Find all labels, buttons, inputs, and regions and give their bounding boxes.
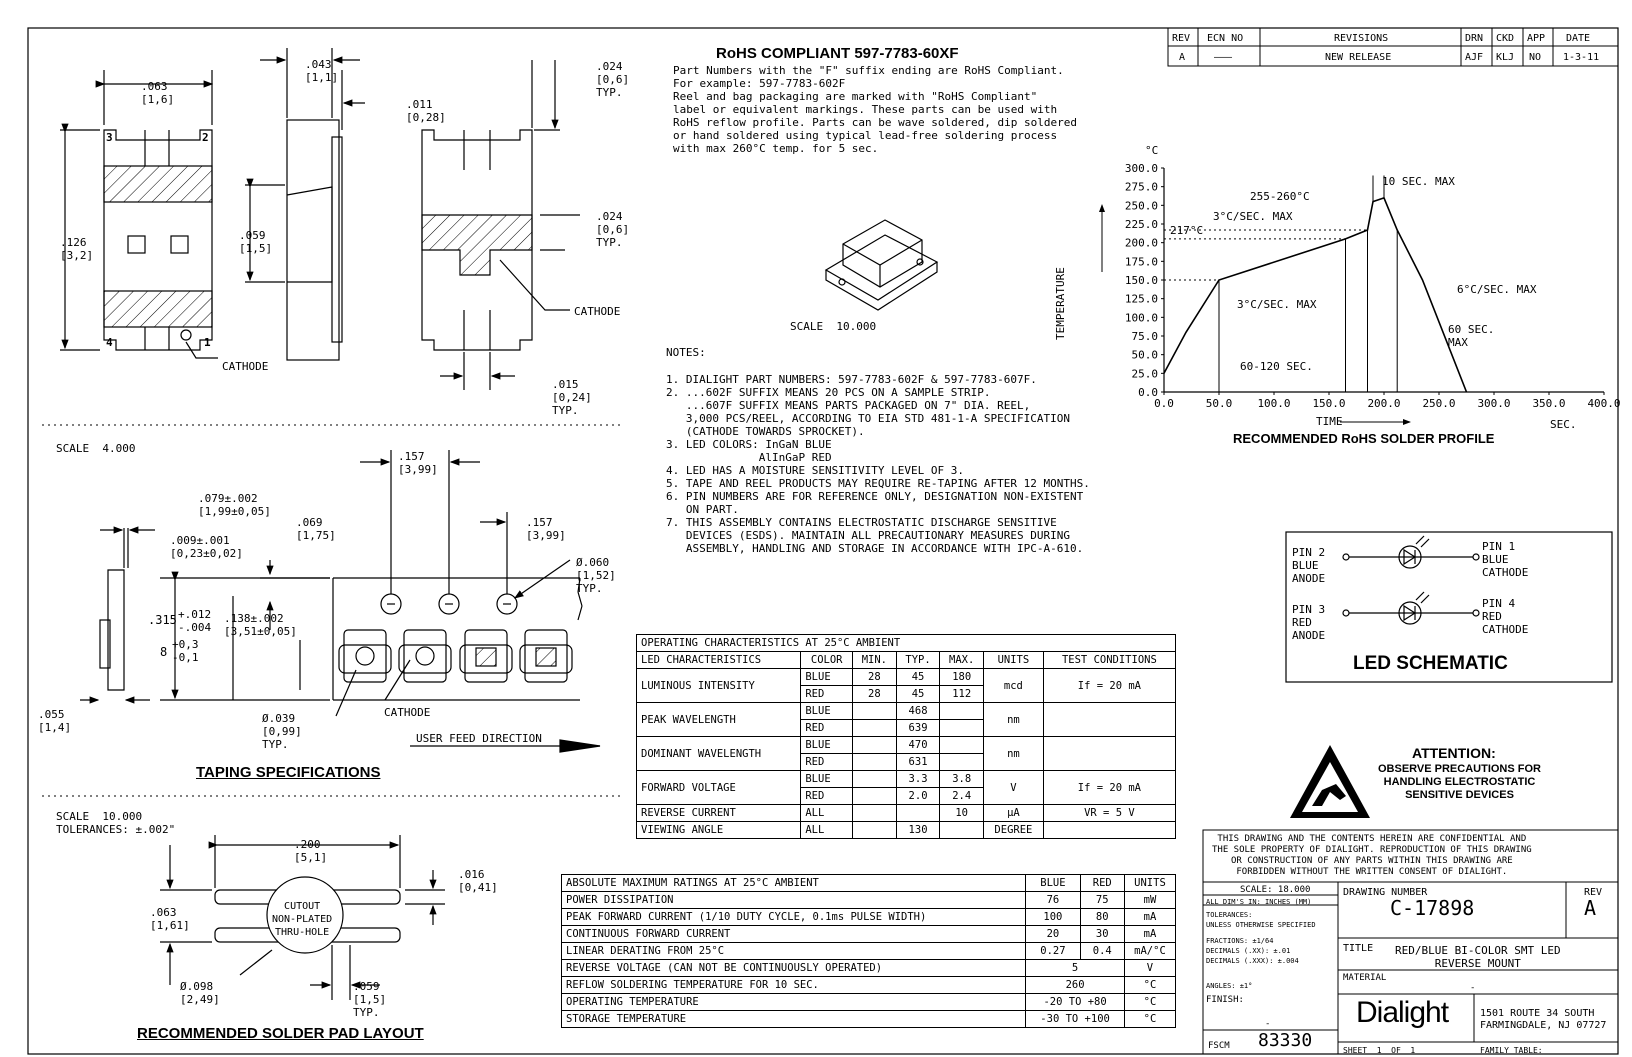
ann-preheat: 3°C/SEC. MAX — [1237, 298, 1317, 311]
op-cell — [896, 805, 940, 822]
pin-4-label: 4 — [106, 336, 113, 349]
y-tick-label: 0.0 — [1138, 386, 1158, 399]
abs-cell: °C — [1124, 977, 1175, 994]
pad-center: CUTOUT NON-PLATED THRU-HOLE — [272, 901, 333, 938]
note-line: ASSEMBLY, HANDLING AND STORAGE IN ACCORDANCE WITH IPC-A-610. — [666, 542, 1084, 555]
op-cell: 639 — [896, 720, 940, 737]
esd-warning-icon — [1290, 745, 1370, 818]
dim-pad-mid: .024 [0,6] TYP. — [596, 210, 630, 249]
rev-value: A — [1179, 52, 1186, 63]
dim-side-height: .059 [1,5] — [239, 229, 273, 255]
ann-10sec: 10 SEC. MAX — [1382, 175, 1455, 188]
schematic-title: LED SCHEMATIC — [1353, 653, 1508, 674]
absolute-maximum-table — [561, 874, 1176, 1028]
rev-header-revisions: REVISIONS — [1334, 33, 1389, 44]
abs-cell: 30 — [1080, 926, 1124, 943]
op-cell — [853, 720, 897, 737]
rohs-line: or hand soldered using typical lead-free soldering process — [673, 129, 1058, 142]
part-3d-view — [826, 220, 937, 310]
op-cell — [940, 737, 984, 754]
notes-list — [666, 373, 1090, 555]
tape-d7-mm-tol: +0,3 -0,1 — [172, 638, 199, 664]
abs-cell: 80 — [1080, 909, 1124, 926]
sch-pin1: PIN 1 BLUE CATHODE — [1482, 540, 1529, 579]
op-cell: If = 20 mA — [1043, 771, 1175, 805]
taping-drawing — [80, 450, 600, 752]
y-tick-label: 125.0 — [1124, 292, 1158, 306]
op-cell: FORWARD VOLTAGE — [637, 771, 801, 805]
rohs-line: RoHS reflow profile. Parts can be wave soldered, dip soldered — [673, 116, 1077, 129]
op-cell: ALL — [801, 805, 853, 822]
dim-pad-width: .015 [0,24] TYP. — [552, 378, 592, 417]
op-cell — [940, 822, 984, 839]
abs-cell: OPERATING TEMPERATURE — [562, 994, 1026, 1011]
op-head: UNITS — [984, 652, 1044, 669]
y-tick-label: 250.0 — [1124, 199, 1158, 213]
abs-head: BLUE — [1026, 875, 1080, 892]
tb-scale: SCALE: 18.000 — [1240, 885, 1311, 895]
op-cell: RED — [801, 686, 853, 703]
op-cell: 470 — [896, 737, 940, 754]
tb-finish-label: FINISH: — [1206, 995, 1244, 1005]
op-cell: 2.0 — [896, 788, 940, 805]
tb-drawing-number: C-17898 — [1390, 896, 1475, 920]
op-cell — [940, 754, 984, 771]
x-tick-label: 400.0 — [1587, 397, 1621, 410]
abs-cell: 20 — [1026, 926, 1080, 943]
op-head: MAX. — [940, 652, 984, 669]
y-tick-label: 175.0 — [1124, 255, 1158, 269]
op-cell: 112 — [940, 686, 984, 703]
operating-characteristics-table — [636, 634, 1176, 839]
sch-pin2: PIN 2 BLUE ANODE — [1292, 546, 1326, 585]
op-cell — [1043, 737, 1175, 771]
chart-y-label: TEMPERATURE — [1054, 267, 1067, 340]
tb-fscm: 83330 — [1258, 1030, 1313, 1051]
op-head: MIN. — [853, 652, 897, 669]
tape-d1: .157 [3,99] — [398, 450, 438, 476]
feed-direction: USER FEED DIRECTION — [416, 732, 542, 745]
y-tick-label: 75.0 — [1131, 330, 1158, 343]
pad-p5: .059 [1,5] TYP. — [353, 980, 387, 1019]
abs-cell: POWER DISSIPATION — [562, 892, 1026, 909]
chart-title: RECOMMENDED RoHS SOLDER PROFILE — [1233, 431, 1495, 446]
dim-side-top: .043 [1,1] — [305, 58, 339, 84]
abs-cell: LINEAR DERATING FROM 25°C — [562, 943, 1026, 960]
op-cell: REVERSE CURRENT — [637, 805, 801, 822]
ann-peak: 255-260°C — [1250, 190, 1310, 203]
rev-app-value: NO — [1529, 52, 1542, 63]
pad-p4: Ø.098 [2,49] — [180, 980, 220, 1006]
y-tick-label: 200.0 — [1124, 236, 1158, 250]
note-line: 6. PIN NUMBERS ARE FOR REFERENCE ONLY, DESIGNATION NON-EXISTENT — [666, 490, 1084, 503]
tb-material-label: MATERIAL — [1343, 973, 1387, 983]
rohs-text — [673, 64, 1077, 155]
tape-d2: .079±.002 [1,99±0,05] — [198, 492, 271, 518]
op-cell — [940, 720, 984, 737]
pad-scale: SCALE 10.000 — [56, 810, 143, 823]
y-tick-label: 100.0 — [1124, 311, 1158, 325]
rev-drn-value: AJF — [1465, 52, 1484, 63]
tape-d6: Ø.060 [1,52] TYP. — [576, 556, 616, 595]
pin-1-label: 1 — [204, 336, 211, 349]
pin-2-label: 2 — [202, 131, 209, 144]
note-line: 7. THIS ASSEMBLY CONTAINS ELECTROSTATIC DISCHARGE SENSITIVE — [666, 516, 1057, 529]
x-tick-label: 0.0 — [1154, 397, 1174, 410]
profile-line — [1164, 198, 1467, 392]
op-cell: 3.3 — [896, 771, 940, 788]
op-cell: 45 — [896, 669, 940, 686]
op-cell — [853, 822, 897, 839]
op-cell: VR = 5 V — [1043, 805, 1175, 822]
rohs-title: RoHS COMPLIANT 597-7783-60XF — [716, 45, 959, 62]
notes-heading: NOTES: — [666, 346, 706, 359]
note-line: 5. TAPE AND REEL PRODUCTS MAY REQUIRE RE-TAPING AFTER 12 MONTHS. — [666, 477, 1090, 490]
y-tick-label: 300.0 — [1124, 162, 1158, 175]
op-cell: nm — [984, 703, 1044, 737]
y-tick-label: 50.0 — [1131, 348, 1158, 362]
tb-fractions: FRACTIONS: ±1/64 DECIMALS (.XX): ±.01 DECIMALS (.XXX): ±.004 — [1206, 937, 1299, 965]
op-cell: RED — [801, 754, 853, 771]
y-tick-label: 25.0 — [1131, 367, 1158, 381]
y-tick-label: 225.0 — [1124, 218, 1158, 231]
op-caption: OPERATING CHARACTERISTICS AT 25°C AMBIENT — [637, 635, 1176, 652]
tb-family: FAMILY TABLE: — [1480, 1046, 1543, 1055]
op-head: LED CHARACTERISTICS — [637, 652, 801, 669]
note-line: 2. ...602F SUFFIX MEANS 20 PCS ON A SAMPLE STRIP. — [666, 386, 991, 399]
rohs-line: Part Numbers with the "F" suffix ending are RoHS Compliant. — [673, 64, 1064, 77]
abs-cell: 260 — [1026, 977, 1125, 994]
part-side-view — [245, 48, 365, 360]
op-cell — [853, 754, 897, 771]
solder-profile-chart — [1102, 162, 1621, 422]
op-cell: mcd — [984, 669, 1044, 703]
part-top-view — [60, 70, 218, 358]
tape-d3: .069 [1,75] — [296, 516, 336, 542]
abs-cell: V — [1124, 960, 1175, 977]
attention-text: OBSERVE PRECAUTIONS FOR HANDLING ELECTROSTATIC SENSITIVE DEVICES — [1378, 763, 1541, 801]
rohs-line: with max 260°C temp. for 5 sec. — [673, 142, 879, 155]
op-cell: RED — [801, 788, 853, 805]
op-cell: 3.8 — [940, 771, 984, 788]
op-cell: If = 20 mA — [1043, 669, 1175, 703]
abs-cell: mA — [1124, 926, 1175, 943]
rohs-line: For example: 597-7783-602F — [673, 77, 846, 90]
abs-cell: 75 — [1080, 892, 1124, 909]
abs-cell: 0.4 — [1080, 943, 1124, 960]
op-head: TEST CONDITIONS — [1043, 652, 1175, 669]
rev-header-ckd: CKD — [1496, 33, 1515, 44]
x-tick-label: 200.0 — [1367, 397, 1401, 410]
x-tick-label: 300.0 — [1477, 397, 1511, 410]
op-cell: RED — [801, 720, 853, 737]
note-line: 3. LED COLORS: InGaN BLUE — [666, 438, 832, 451]
op-cell: 28 — [853, 686, 897, 703]
note-line: 4. LED HAS A MOISTURE SENSITIVITY LEVEL OF 3. — [666, 464, 965, 477]
rev-date-value: 1-3-11 — [1563, 52, 1600, 63]
op-cell: BLUE — [801, 737, 853, 754]
abs-cell: °C — [1124, 1011, 1175, 1028]
tb-title: RED/BLUE BI-COLOR SMT LED REVERSE MOUNT — [1395, 944, 1561, 970]
x-tick-label: 50.0 — [1205, 397, 1233, 410]
x-tick-label: 350.0 — [1532, 397, 1566, 410]
abs-cell: STORAGE TEMPERATURE — [562, 1011, 1026, 1028]
note-line: DEVICES (ESDS). MAINTAIN ALL PRECAUTIONARY MEASURES DURING — [666, 529, 1070, 542]
op-cell: 2.4 — [940, 788, 984, 805]
scale-3d: SCALE 10.000 — [790, 320, 877, 333]
op-cell: DEGREE — [984, 822, 1044, 839]
taping-title: TAPING SPECIFICATIONS — [196, 764, 381, 781]
abs-head: RED — [1080, 875, 1124, 892]
op-cell: VIEWING ANGLE — [637, 822, 801, 839]
op-cell — [853, 771, 897, 788]
op-head: COLOR — [801, 652, 853, 669]
tape-d7: .315 — [148, 613, 177, 627]
tb-material: - — [1470, 983, 1476, 993]
rev-header-drn: DRN — [1465, 33, 1484, 44]
op-cell: 130 — [896, 822, 940, 839]
chart-y-unit: °C — [1145, 144, 1159, 157]
rohs-line: Reel and bag packaging are marked with "RoHS Compliant" — [673, 90, 1038, 103]
ann-60sec: 60 SEC. MAX — [1448, 323, 1495, 349]
abs-cell: CONTINUOUS FORWARD CURRENT — [562, 926, 1026, 943]
pad-p2: .016 [0,41] — [458, 868, 498, 894]
tb-address: 1501 ROUTE 34 SOUTH FARMINGDALE, NJ 07727 — [1480, 1008, 1607, 1031]
tape-d8: .138±.002 [3,51±0,05] — [224, 612, 297, 638]
y-tick-label: 275.0 — [1124, 180, 1158, 194]
dim-height: .126 [3,2] — [60, 236, 94, 262]
op-cell: 10 — [940, 805, 984, 822]
rev-header-app: APP — [1527, 33, 1546, 44]
rev-header-rev: REV — [1172, 33, 1191, 44]
rev-revision-value: NEW RELEASE — [1325, 52, 1392, 63]
note-line: AlInGaP RED — [666, 451, 832, 464]
abs-cell: PEAK FORWARD CURRENT (1/10 DUTY CYCLE, 0.1ms PULSE WIDTH) — [562, 909, 1026, 926]
rev-header-ecn: ECN NO — [1207, 33, 1244, 44]
pad-p3: .063 [1,61] — [150, 906, 190, 932]
op-cell: DOMINANT WAVELENGTH — [637, 737, 801, 771]
tb-finish-value: - — [1265, 1019, 1271, 1029]
tape-cathode: CATHODE — [384, 706, 431, 719]
abs-cell: mA/°C — [1124, 943, 1175, 960]
tape-d5: .009±.001 [0,23±0,02] — [170, 534, 243, 560]
ann-60-120: 60-120 SEC. — [1240, 360, 1313, 373]
abs-cell: -20 TO +80 — [1026, 994, 1125, 1011]
abs-cell: 100 — [1026, 909, 1080, 926]
abs-cell: °C — [1124, 994, 1175, 1011]
chart-x-label: TIME — [1316, 415, 1343, 428]
tape-d9: .055 [1,4] — [38, 708, 72, 734]
op-head: TYP. — [896, 652, 940, 669]
pin-3-label: 3 — [106, 131, 113, 144]
note-line: ON PART. — [666, 503, 739, 516]
x-tick-label: 250.0 — [1422, 397, 1456, 410]
cathode-label-top: CATHODE — [222, 360, 269, 373]
confidential-notice: THIS DRAWING AND THE CONTENTS HEREIN ARE CONFIDENTIAL AND THE SOLE PROPERTY OF DIALIGHT. REPRODUCTION OF THIS DRAWING OR CONSTRUCTION OF ANY PARTS WITHIN THIS DRAWING ARE FORBIDDEN WITHOUT THE WRITTEN CONSENT OF DIALIGHT. — [1212, 834, 1532, 877]
sch-pin4: PIN 4 RED CATHODE — [1482, 597, 1529, 636]
dim-pad-top: .024 [0,6] TYP. — [596, 60, 630, 99]
sch-pin3: PIN 3 RED ANODE — [1292, 603, 1326, 642]
pad-title: RECOMMENDED SOLDER PAD LAYOUT — [137, 1025, 424, 1042]
pad-p1: .200 [5,1] — [294, 838, 328, 864]
op-cell — [1043, 822, 1175, 839]
op-cell: V — [984, 771, 1044, 805]
tape-d10: Ø.039 [0,99] TYP. — [262, 712, 302, 751]
note-line: 3,000 PCS/REEL, ACCORDING TO EIA STD 481-1-A SPECIFICATION — [666, 412, 1070, 425]
dim-width: .063 [1,6] — [141, 80, 175, 106]
abs-cell: -30 TO +100 — [1026, 1011, 1125, 1028]
tb-rev: A — [1584, 896, 1597, 920]
ann-ramp-down: 6°C/SEC. MAX — [1457, 283, 1537, 296]
rev-header-date: DATE — [1566, 33, 1591, 44]
scale-main: SCALE 4.000 — [56, 442, 136, 455]
op-cell: nm — [984, 737, 1044, 771]
note-line: ...607F SUFFIX MEANS PARTS PACKAGED ON 7" DIA. REEL, — [666, 399, 1031, 412]
op-cell — [853, 805, 897, 822]
tb-fscm-label: FSCM — [1208, 1041, 1230, 1051]
op-cell: PEAK WAVELENGTH — [637, 703, 801, 737]
tape-d7-tol: +.012 -.004 — [178, 608, 212, 634]
tb-dims-in: ALL DIM'S IN: INCHES (MM) — [1206, 898, 1312, 906]
dim-side-bottom: .011 [0,28] — [406, 98, 446, 124]
note-line: 1. DIALIGHT PART NUMBERS: 597-7783-602F & 597-7783-607F. — [666, 373, 1037, 386]
op-cell: 28 — [853, 669, 897, 686]
abs-cell: 5 — [1026, 960, 1125, 977]
tb-tolerances: TOLERANCES: UNLESS OTHERWISE SPECIFIED — [1206, 911, 1316, 929]
abs-cell: mW — [1124, 892, 1175, 909]
tape-d7-mm: 8 — [160, 645, 168, 659]
abs-cell: 0.27 — [1026, 943, 1080, 960]
tb-rev-label: REV — [1584, 887, 1603, 898]
op-cell: 45 — [896, 686, 940, 703]
y-tick-label: 150.0 — [1124, 274, 1158, 287]
rev-ckd-value: KLJ — [1496, 52, 1515, 63]
op-cell: 468 — [896, 703, 940, 720]
dialight-logo: Dialight — [1356, 996, 1449, 1029]
abs-cell: 76 — [1026, 892, 1080, 909]
tb-drawing-number-label: DRAWING NUMBER — [1343, 887, 1428, 898]
x-tick-label: 100.0 — [1257, 397, 1291, 410]
op-cell: LUMINOUS INTENSITY — [637, 669, 801, 703]
op-cell — [1043, 703, 1175, 737]
abs-head: UNITS — [1124, 875, 1175, 892]
tape-d4: .157 [3,99] — [526, 516, 566, 542]
pad-tolerances: TOLERANCES: ±.002" — [56, 823, 176, 836]
ann-217: 217°C — [1170, 224, 1204, 237]
abs-cell: REVERSE VOLTAGE (CAN NOT BE CONTINUOUSLY OPERATED) — [562, 960, 1026, 977]
op-cell — [853, 737, 897, 754]
tb-sheet: SHEET 1 OF 1 — [1343, 1046, 1416, 1055]
tb-angles: ANGLES: ±1° — [1206, 982, 1253, 990]
op-cell: BLUE — [801, 669, 853, 686]
x-tick-label: 150.0 — [1312, 397, 1346, 410]
op-cell: µA — [984, 805, 1044, 822]
cathode-label-bottom: CATHODE — [574, 305, 621, 318]
abs-cell: mA — [1124, 909, 1175, 926]
op-cell: BLUE — [801, 771, 853, 788]
op-cell — [853, 703, 897, 720]
chart-x-unit: SEC. — [1550, 418, 1577, 431]
rohs-line: label or equivalent markings. These parts can be used with — [673, 103, 1058, 116]
note-line: (CATHODE TOWARDS SPROCKET). — [666, 425, 865, 438]
attention-title: ATTENTION: — [1412, 745, 1496, 761]
rev-ecn-value: ——— — [1214, 52, 1233, 63]
op-cell — [940, 703, 984, 720]
op-cell: BLUE — [801, 703, 853, 720]
tb-title-label: TITLE — [1343, 943, 1374, 954]
abs-cell: REFLOW SOLDERING TEMPERATURE FOR 10 SEC. — [562, 977, 1026, 994]
op-cell — [853, 788, 897, 805]
op-cell: 180 — [940, 669, 984, 686]
op-cell: 631 — [896, 754, 940, 771]
op-cell: ALL — [801, 822, 853, 839]
abs-caption: ABSOLUTE MAXIMUM RATINGS AT 25°C AMBIENT — [562, 875, 1026, 892]
ann-ramp-up: 3°C/SEC. MAX — [1213, 210, 1293, 223]
